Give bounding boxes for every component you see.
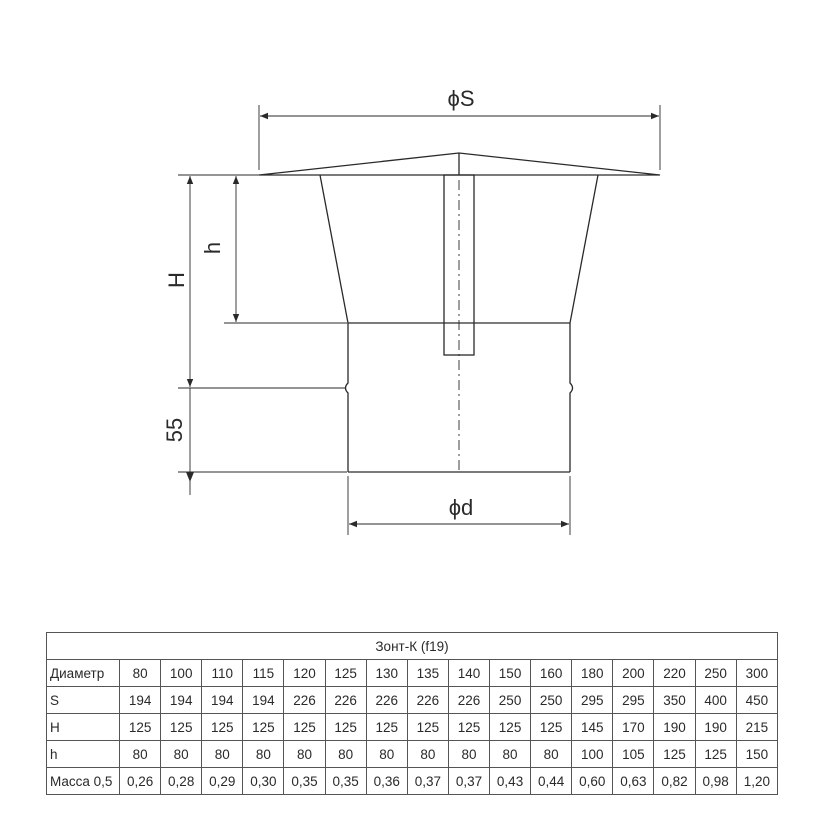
row-label: H xyxy=(47,714,120,741)
table-cell: 130 xyxy=(366,660,407,687)
table-cell: 120 xyxy=(284,660,325,687)
table-cell: 300 xyxy=(736,660,777,687)
table-cell: 125 xyxy=(654,741,695,768)
label-height-h-upper: H xyxy=(164,272,189,288)
table-cell: 226 xyxy=(366,687,407,714)
table-cell: 0,29 xyxy=(202,768,243,795)
label-diameter-d: ϕd xyxy=(448,495,474,520)
table-cell: 0,98 xyxy=(695,768,736,795)
table-cell: 215 xyxy=(736,714,777,741)
table-cell: 100 xyxy=(572,741,613,768)
table-cell: 0,43 xyxy=(490,768,531,795)
table-cell: 80 xyxy=(120,660,161,687)
table-cell: 170 xyxy=(613,714,654,741)
table-cell: 0,30 xyxy=(243,768,284,795)
table-row xyxy=(47,768,778,795)
table-cell: 80 xyxy=(366,741,407,768)
table-cell: 80 xyxy=(325,741,366,768)
table-cell: 125 xyxy=(284,714,325,741)
table-cell: 0,63 xyxy=(613,768,654,795)
table-cell: 115 xyxy=(243,660,284,687)
table-cell: 135 xyxy=(407,660,448,687)
table-cell: 0,37 xyxy=(407,768,448,795)
table-cell: 194 xyxy=(243,687,284,714)
table-cell: 350 xyxy=(654,687,695,714)
table-cell: 194 xyxy=(202,687,243,714)
table-cell: 125 xyxy=(531,714,572,741)
table-cell: 150 xyxy=(736,741,777,768)
table-cell: 125 xyxy=(161,714,202,741)
table-cell: 125 xyxy=(490,714,531,741)
table-cell: 0,36 xyxy=(366,768,407,795)
table-cell: 80 xyxy=(407,741,448,768)
table-cell: 125 xyxy=(243,714,284,741)
table-cell: 0,37 xyxy=(448,768,489,795)
table-cell: 1,20 xyxy=(736,768,777,795)
table-row xyxy=(47,687,778,714)
table-cell: 250 xyxy=(490,687,531,714)
table-cell: 80 xyxy=(284,741,325,768)
spec-table xyxy=(46,632,778,795)
table-cell: 125 xyxy=(695,741,736,768)
table-cell: 150 xyxy=(490,660,531,687)
table-cell: 80 xyxy=(120,741,161,768)
table-cell: 0,26 xyxy=(120,768,161,795)
table-cell: 80 xyxy=(161,741,202,768)
label-collar-55: 55 xyxy=(162,417,187,443)
table-cell: 226 xyxy=(407,687,448,714)
table-cell: 194 xyxy=(161,687,202,714)
collar-arrow xyxy=(186,472,194,482)
table-cell: 0,35 xyxy=(284,768,325,795)
table-cell: 226 xyxy=(284,687,325,714)
table-cell: 194 xyxy=(120,687,161,714)
table-cell: 125 xyxy=(448,714,489,741)
table-cell: 125 xyxy=(366,714,407,741)
table-cell: 100 xyxy=(161,660,202,687)
table-cell: 180 xyxy=(572,660,613,687)
table-cell: 125 xyxy=(407,714,448,741)
table-cell: 226 xyxy=(325,687,366,714)
label-diameter-s: ϕS xyxy=(447,86,475,111)
table-cell: 295 xyxy=(572,687,613,714)
table-cell: 0,35 xyxy=(325,768,366,795)
table-cell: 250 xyxy=(695,660,736,687)
table-cell: 80 xyxy=(448,741,489,768)
table-cell: 400 xyxy=(695,687,736,714)
table-cell: 80 xyxy=(531,741,572,768)
table-cell: 80 xyxy=(490,741,531,768)
row-label: Диаметр xyxy=(47,660,120,687)
table-cell: 80 xyxy=(243,741,284,768)
table-cell: 80 xyxy=(202,741,243,768)
row-label: h xyxy=(47,741,120,768)
table-cell: 200 xyxy=(613,660,654,687)
table-cell: 160 xyxy=(531,660,572,687)
table-row xyxy=(47,741,778,768)
table-cell: 125 xyxy=(120,714,161,741)
dimension-lines xyxy=(190,116,659,524)
table-cell: 220 xyxy=(654,660,695,687)
table-cell: 0,28 xyxy=(161,768,202,795)
table-cell: 125 xyxy=(325,660,366,687)
table-row xyxy=(47,660,778,687)
table-cell: 0,82 xyxy=(654,768,695,795)
table-cell: 145 xyxy=(572,714,613,741)
table-cell: 105 xyxy=(613,741,654,768)
table-cell: 190 xyxy=(695,714,736,741)
table-cell: 125 xyxy=(325,714,366,741)
table-cell: 110 xyxy=(202,660,243,687)
table-cell: 295 xyxy=(613,687,654,714)
table-cell: 450 xyxy=(736,687,777,714)
cap-outline xyxy=(259,153,660,323)
table-cell: 226 xyxy=(448,687,489,714)
table-cell: 125 xyxy=(202,714,243,741)
label-height-h-lower: h xyxy=(200,241,225,255)
table-row xyxy=(47,714,778,741)
row-label: S xyxy=(47,687,120,714)
table-cell: 140 xyxy=(448,660,489,687)
table-title-row xyxy=(47,633,778,660)
table-cell: 0,44 xyxy=(531,768,572,795)
table-cell: 190 xyxy=(654,714,695,741)
extension-lines xyxy=(178,105,660,535)
table-title: Зонт-К (f19) xyxy=(47,633,778,660)
table-cell: 0,60 xyxy=(572,768,613,795)
table-cell: 250 xyxy=(531,687,572,714)
row-label: Масса 0,5 xyxy=(47,768,120,795)
